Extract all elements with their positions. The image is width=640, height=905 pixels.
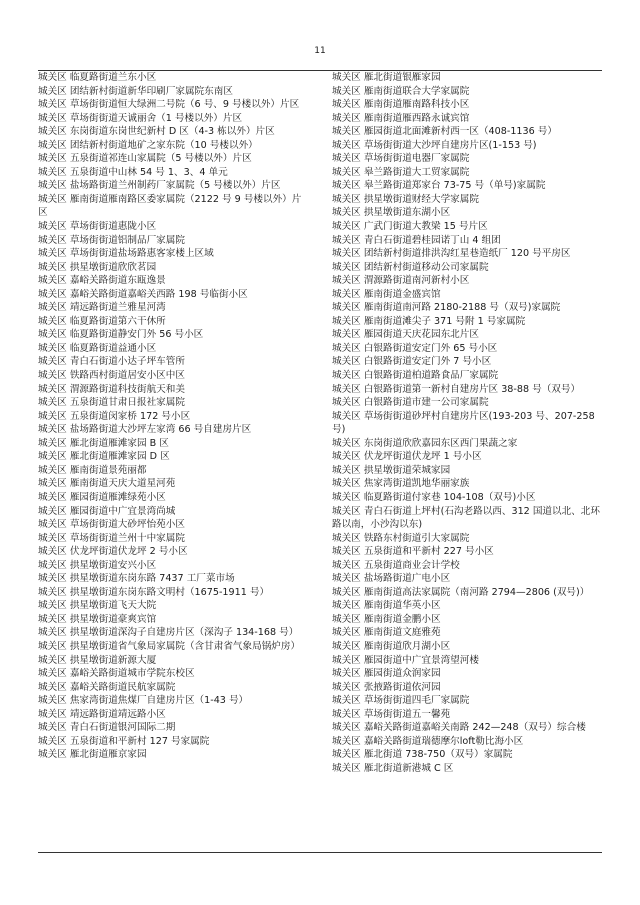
left-column-list — [38, 71, 308, 762]
list-item: 城关区 雁南街道雁南路区委家属院（2122 号 9 号楼以外）片区 — [38, 193, 302, 219]
list-item: 城关区 渭源路街道科技街航天和美 — [38, 383, 185, 395]
list-item: 城关区 青白石街道小达子坪车管所 — [38, 356, 185, 368]
list-item: 城关区 雁南街道联合大学家属院 — [332, 85, 470, 97]
list-item: 城关区 雁北街道新港城 C 区 — [332, 762, 454, 774]
list-item: 城关区 张掖路街道依河园 — [332, 681, 441, 693]
list-item: 城关区 临夏路街道益通小区 — [38, 342, 157, 354]
list-item: 城关区 青白石街道银河国际二期 — [38, 722, 176, 734]
list-item: 城关区 五泉街道甘肃日报社家属院 — [38, 397, 185, 409]
list-item: 城关区 雁南街道雁南路科技小区 — [332, 99, 470, 111]
list-item: 城关区 拱星墩街道豪爽宾馆 — [38, 613, 157, 625]
list-item: 城关区 白银路街道安定门外 65 号小区 — [332, 342, 498, 354]
list-item: 城关区 雁北街道雁滩家园 D 区 — [38, 451, 170, 463]
list-item: 城关区 临夏路街道第六干休所 — [38, 315, 166, 327]
list-item: 城关区 雁园街道中广宜景湾望河楼 — [332, 654, 479, 666]
list-item: 城关区 雁园街道雁滩绿苑小区 — [38, 491, 166, 503]
list-item: 城关区 雁南街道高法家属院（南河路 2794—2806 (双号)） — [332, 586, 590, 598]
list-item: 城关区 临夏路街道付家巷 104-108（双号)小区 — [332, 491, 536, 503]
list-item: 城关区 五泉街道闵家桥 172 号小区 — [38, 410, 191, 422]
list-item: 城关区 五泉街道祁连山家属院（5 号楼以外）片区 — [38, 153, 252, 165]
list-item: 城关区 团结新村街道地矿之家东院（10 号楼以外） — [38, 139, 258, 151]
list-item: 城关区 嘉峪关路街道东瓯逸景 — [38, 275, 166, 287]
list-item: 城关区 青白石街道上坪村(石沟老路以西、312 国道以北、北环路以南，小沙沟以东) — [332, 505, 600, 531]
list-item: 城关区 草场街街道铝制品厂家属院 — [38, 234, 185, 246]
list-item: 城关区 拱星墩街道省气象局家属院（含甘肃省气象局锅炉房） — [38, 640, 301, 652]
list-item: 城关区 拱星墩街道财经大学家属院 — [332, 193, 479, 205]
list-item: 城关区 五泉街道中山林 54 号 1、3、4 单元 — [38, 166, 228, 178]
list-item: 城关区 广武门街道大教梁 15 号片区 — [332, 221, 488, 233]
list-item: 城关区 嘉峪关路街道嘉峪关西路 198 号临街小区 — [38, 288, 248, 300]
page-number: 11 — [314, 46, 326, 56]
list-item: 城关区 渭源路街道南河新村小区 — [332, 275, 470, 287]
list-item: 城关区 伏龙坪街道伏龙坪 2 号小区 — [38, 546, 188, 558]
list-item: 城关区 盐场路街道大沙坪左家湾 66 号自建房片区 — [38, 424, 252, 436]
list-item: 城关区 临夏路街道兰东小区 — [38, 72, 157, 83]
list-item: 城关区 皋兰路街道大工贸家属院 — [332, 166, 470, 178]
right-column-list — [332, 71, 602, 775]
list-item: 城关区 焦家湾街道凯地华丽家族 — [332, 478, 470, 490]
list-item: 城关区 铁路西村街道居安小区中区 — [38, 370, 185, 382]
list-item: 城关区 盐场路街道广电小区 — [332, 573, 451, 585]
list-item: 城关区 拱星墩街道飞天大院 — [38, 600, 157, 612]
list-item: 城关区 白银路街道市建一公司家属院 — [332, 397, 489, 409]
list-item: 城关区 雁南街道欣月湖小区 — [332, 640, 451, 652]
list-item: 城关区 草场街街道四毛厂家属院 — [332, 695, 470, 707]
list-item: 城关区 白银路街道第一新村自建房片区 38-88 号（双号） — [332, 383, 581, 395]
list-item: 城关区 雁南街道金盛宾馆 — [332, 288, 441, 300]
list-item: 城关区 白银路街道安定门外 7 号小区 — [332, 356, 492, 368]
list-item: 城关区 拱星墩街道安兴小区 — [38, 559, 157, 571]
list-item: 城关区 团结新村街道排洪沟红星巷造纸厂 120 号平房区 — [332, 248, 571, 260]
list-item: 城关区 团结新村街道移动公司家属院 — [332, 261, 489, 273]
list-item: 城关区 东岗街道欣欣嘉园东区西门果蔬之家 — [332, 437, 518, 449]
list-item: 城关区 雁北街道雁滩家园 B 区 — [38, 437, 169, 449]
list-item: 城关区 拱星墩街道东岗东路文明村（1675-1911 号） — [38, 586, 270, 598]
list-item: 城关区 东岗街道东岗世纪新村 D 区（4-3 栋以外）片区 — [38, 126, 275, 138]
list-item: 城关区 盐场路街道兰州制药厂家属院（5 号楼以外）片区 — [38, 180, 281, 192]
list-item: 城关区 白银路街道柏道路食品厂家属院 — [332, 370, 499, 382]
list-item: 城关区 嘉峪关路街道瑞德摩尔loft勒比海小区 — [332, 735, 524, 747]
list-item: 城关区 拱星墩街道新源大厦 — [38, 654, 157, 666]
list-item: 城关区 五泉街道和平新村 227 号小区 — [332, 546, 494, 558]
list-item: 城关区 草场街街道恒大绿洲二号院（6 号、9 号楼以外）片区 — [38, 99, 300, 111]
list-item: 城关区 嘉峪关路街道城市学院东校区 — [38, 668, 195, 680]
list-item: 城关区 铁路东村街道引大家属院 — [332, 532, 470, 544]
list-item: 城关区 草场街街道盐场路惠客家楼上区域 — [38, 248, 214, 260]
list-item: 城关区 草场街街道惠陇小区 — [38, 221, 157, 233]
list-item: 城关区 雁园街道天庆花园东北片区 — [332, 329, 479, 341]
list-item: 城关区 拱星墩街道欣欣茗园 — [38, 261, 157, 273]
list-item: 城关区 伏龙坪街道伏龙坪 1 号小区 — [332, 451, 482, 463]
list-item: 城关区 雁南街道雁西路永诚宾馆 — [332, 112, 470, 124]
list-item: 城关区 靖远路街道靖远路小区 — [38, 708, 166, 720]
list-item: 城关区 草场街街道电器厂家属院 — [332, 153, 470, 165]
list-item: 城关区 雁南街道南河路 2180-2188 号（双号)家属院 — [332, 302, 561, 314]
list-item: 城关区 草场街街道兰州十中家属院 — [38, 532, 185, 544]
list-item: 城关区 雁北街道雁京家园 — [38, 749, 147, 761]
list-item: 城关区 草场街街道砂坪村自建房片区(193-203 号、207-258 号) — [332, 410, 595, 436]
list-item: 城关区 青白石街道碧桂园诺丁山 4 组团 — [332, 234, 501, 246]
list-item: 城关区 拱星墩街道荣城家园 — [332, 464, 451, 476]
list-item: 城关区 焦家湾街道焦煤厂自建房片区（1-43 号） — [38, 695, 249, 707]
list-item: 城关区 嘉峪关路街道嘉峪关南路 242—248（双号）综合楼 — [332, 722, 586, 734]
list-item: 城关区 雁园街道北面滩新村西一区（408-1136 号） — [332, 126, 557, 138]
list-item: 城关区 雁南街道滩尖子 371 号附 1 号家属院 — [332, 315, 526, 327]
list-item: 城关区 拱星墩街道东湖小区 — [332, 207, 451, 219]
list-item: 城关区 五泉街道商业会计学校 — [332, 559, 460, 571]
list-item: 城关区 临夏路街道静安门外 56 号小区 — [38, 329, 204, 341]
list-item: 城关区 雁园街道中广宜景湾尚城 — [38, 505, 176, 517]
list-item: 城关区 草场街街道天诚丽舍（1 号楼以外）片区 — [38, 112, 243, 124]
list-item: 城关区 雁园街道众润家园 — [332, 668, 441, 680]
list-item: 城关区 雁南街道华英小区 — [332, 600, 441, 612]
list-item: 城关区 雁南街道天庆大道星河苑 — [38, 478, 176, 490]
list-item: 城关区 靖远路街道兰雅星河湾 — [38, 302, 166, 314]
list-item: 城关区 五泉街道和平新村 127 号家属院 — [38, 735, 210, 747]
list-item: 城关区 草场街街道五一馨苑 — [332, 708, 451, 720]
list-item: 城关区 草场街街道大砂坪怡苑小区 — [38, 519, 185, 531]
list-item: 城关区 雁南街道金鹏小区 — [332, 613, 441, 625]
list-item: 城关区 草场街街道大沙坪自建房片区(1-153 号) — [332, 139, 537, 151]
list-item: 城关区 雁南街道文庭雅苑 — [332, 627, 441, 639]
list-item: 城关区 雁北街道银雁家园 — [332, 72, 441, 83]
list-item: 城关区 团结新村街道新华印刷厂家属院东南区 — [38, 85, 233, 97]
list-item: 城关区 雁南街道景苑丽都 — [38, 464, 147, 476]
bottom-divider — [38, 852, 602, 853]
list-item: 城关区 拱星墩街道深沟子自建房片区（深沟子 134-168 号） — [38, 627, 299, 639]
list-item: 城关区 雁北街道 738-750（双号）家属院 — [332, 749, 513, 761]
list-item: 城关区 嘉峪关路街道民航家属院 — [38, 681, 176, 693]
list-item: 城关区 皋兰路街道郑家台 73-75 号（单号)家属院 — [332, 180, 546, 192]
list-item: 城关区 拱星墩街道东岗东路 7437 工厂菜市场 — [38, 573, 235, 585]
